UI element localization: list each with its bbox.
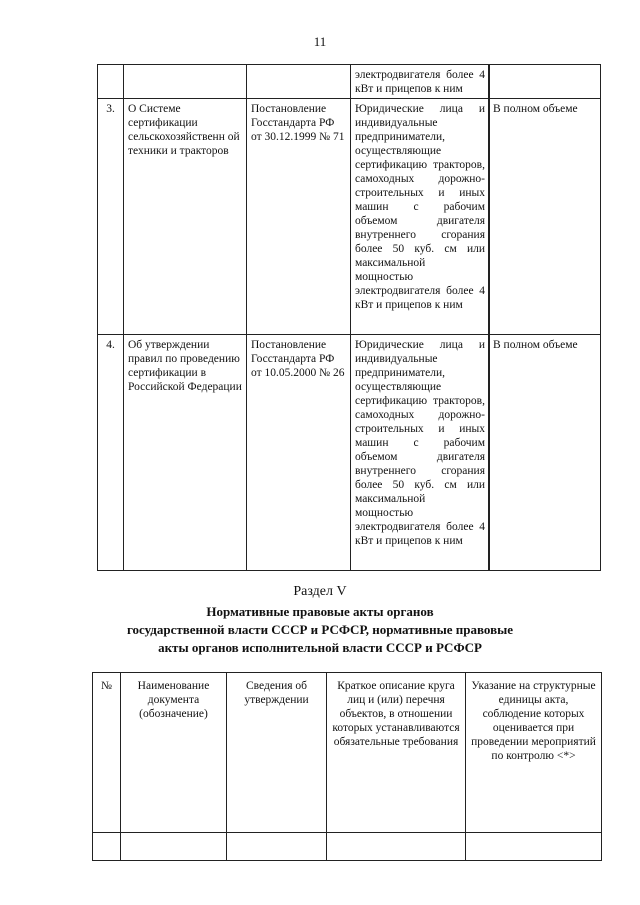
table-row [98, 65, 490, 99]
document-name: О Системе сертификации сельскохозяйственн ой техники и тракторов [124, 99, 247, 335]
table-row [98, 335, 490, 571]
section-subtitle-line: Нормативные правовые акты органов [206, 604, 434, 619]
table-row [489, 65, 601, 99]
scope-description: Юридические лица и индивидуальные предприниматели, осуществляющие сертификацию тракторов, самоходных дорожно-строительных и иных машин с рабочим объемом двигателя внутреннего сгорания более 50 куб. см или максимальной мощностью электродвигателя более 4 кВт и прицепов к ним [351, 335, 490, 571]
certification-acts-extent-column [488, 64, 601, 571]
row-number: 4. [98, 335, 124, 571]
page-number: 11 [313, 34, 327, 49]
table-cell [124, 65, 247, 99]
header-scope: Краткое описание круга лиц и (или) перечня объектов, в отношении которых устанавливаются обязательные требования [327, 673, 466, 833]
certification-acts-table [97, 64, 490, 571]
table-cell [93, 833, 121, 861]
table-cell [227, 833, 327, 861]
extent-cell: В полном объеме [489, 335, 601, 571]
table-cell [121, 833, 227, 861]
header-document-name: Наименование документа (обозначение) [121, 673, 227, 833]
table-row [489, 335, 601, 571]
table-cell [489, 65, 601, 99]
table-cell [327, 833, 466, 861]
header-number: № [93, 673, 121, 833]
continuation-cell: электродвигателя более 4 кВт и прицепов к ним [351, 65, 490, 99]
section-subtitle-line: государственной власти СССР и РСФСР, нормативные правовые [126, 622, 514, 637]
approval-info: Постановление Госстандарта РФ от 30.12.1999 № 71 [247, 99, 351, 335]
header-structural-units: Указание на структурные единицы акта, соблюдение которых оценивается при проведении мероприятий по контролю <*> [466, 673, 602, 833]
table-cell [247, 65, 351, 99]
table-row [489, 99, 601, 335]
extent-cell: В полном объеме [489, 99, 601, 335]
table-header-row [93, 673, 602, 833]
scope-description: Юридические лица и индивидуальные предприниматели, осуществляющие сертификацию тракторов, самоходных дорожно-строительных и иных машин с рабочим объемом двигателя внутреннего сгорания более 50 куб. см или максимальной мощностью электродвигателя более 4 кВт и прицепов к ним [351, 99, 490, 335]
table-row [93, 833, 602, 861]
section-subtitle-line: акты органов исполнительной власти СССР и РСФСР [158, 640, 482, 655]
header-approval: Сведения об утверждении [227, 673, 327, 833]
section-subtitle [0, 603, 640, 657]
table-cell [98, 65, 124, 99]
section-title: Раздел V [293, 584, 347, 599]
ussr-acts-table [92, 672, 602, 861]
table-row [98, 99, 490, 335]
row-number: 3. [98, 99, 124, 335]
table-cell [466, 833, 602, 861]
document-name: Об утверждении правил по проведению сертификации в Российской Федерации [124, 335, 247, 571]
approval-info: Постановление Госстандарта РФ от 10.05.2000 № 26 [247, 335, 351, 571]
